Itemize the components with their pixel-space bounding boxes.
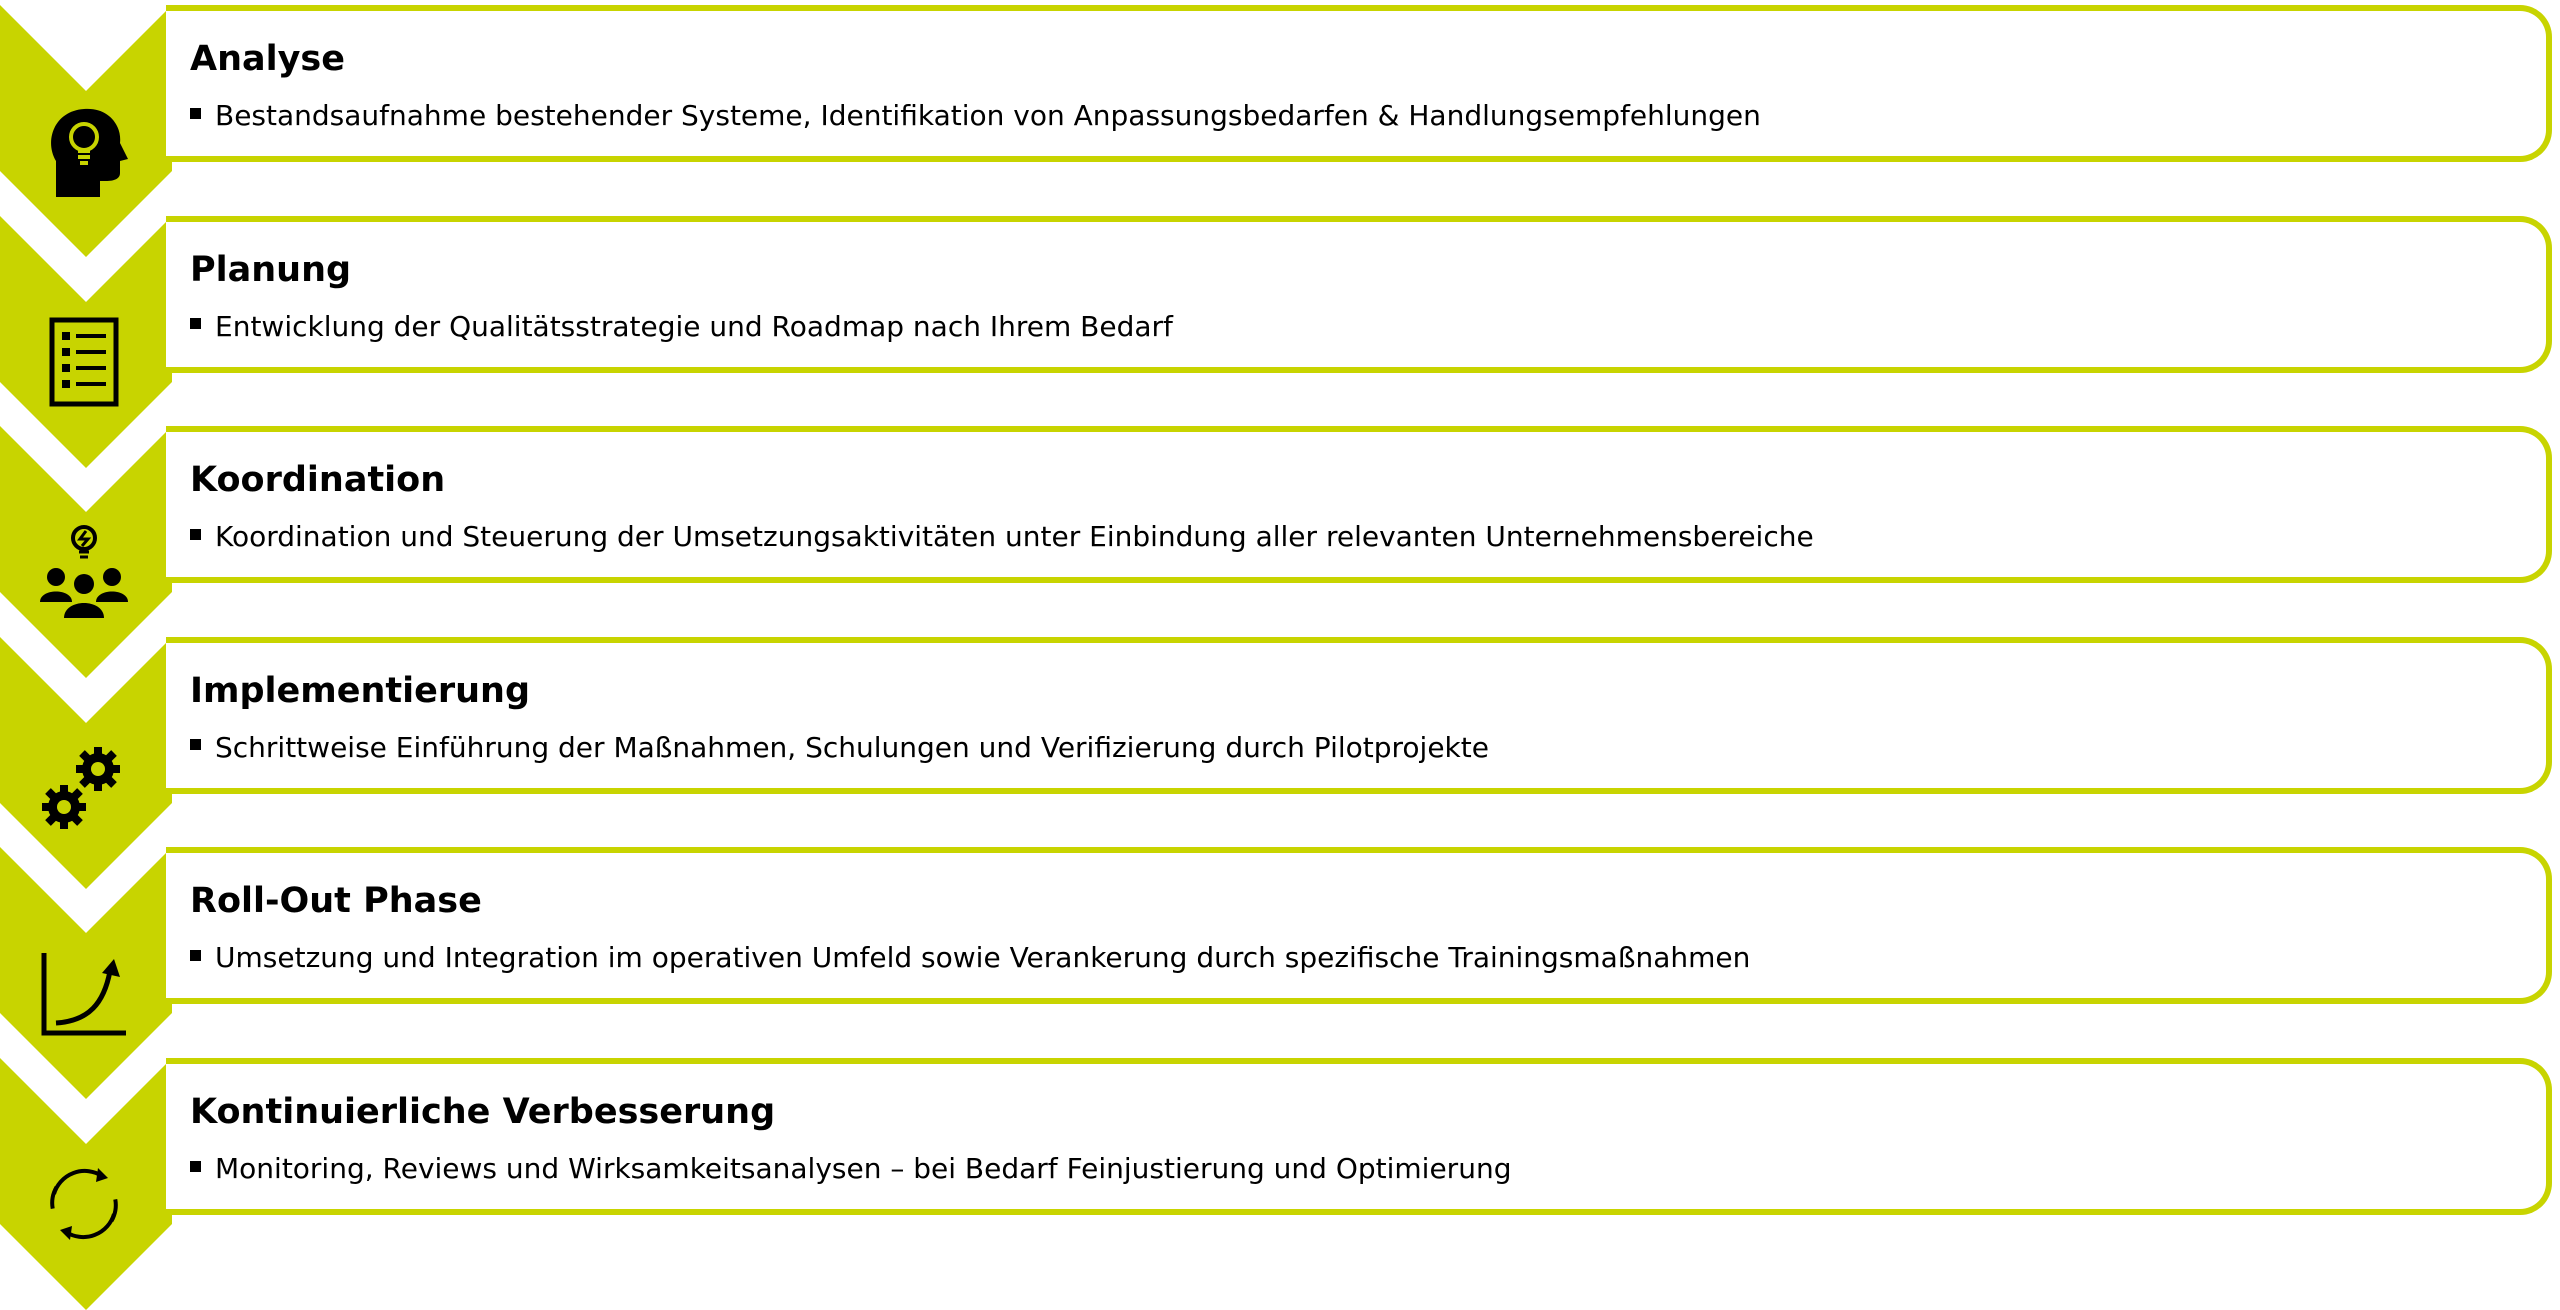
step-description bbox=[190, 941, 1750, 974]
step-title: Koordination bbox=[190, 460, 446, 501]
bullet-icon bbox=[190, 108, 201, 119]
step-title: Planung bbox=[190, 249, 352, 290]
step-description-text: Bestandsaufnahme bestehender Systeme, Identifikation von Anpassungsbedarfen & Handlungsempfehlungen bbox=[215, 99, 1761, 132]
step-description-text: Schrittweise Einführung der Maßnahmen, Schulungen und Verifizierung durch Pilotprojekte bbox=[215, 730, 1489, 764]
step-description bbox=[190, 1152, 1511, 1185]
gears-icon bbox=[34, 733, 134, 833]
step-box bbox=[166, 5, 2552, 162]
bullet-icon bbox=[190, 1161, 201, 1172]
team-idea-icon bbox=[34, 522, 134, 622]
cycle-arrows-icon bbox=[34, 1154, 134, 1254]
step-description bbox=[190, 731, 1489, 764]
checklist-icon bbox=[34, 312, 134, 412]
step-description-text: Koordination und Steuerung der Umsetzungsaktivitäten unter Einbindung aller relevanten Unternehmensbereiche bbox=[215, 520, 1814, 554]
step-title: Implementierung bbox=[190, 670, 531, 711]
step-description bbox=[190, 310, 1173, 343]
bullet-icon bbox=[190, 318, 201, 329]
step-description-text: Umsetzung und Integration im operativen Umfeld sowie Verankerung durch spezifische Trainingsmaßnahmen bbox=[215, 941, 1751, 975]
bullet-icon bbox=[190, 950, 201, 961]
growth-chart-icon bbox=[34, 943, 134, 1043]
bullet-icon bbox=[190, 529, 201, 540]
step-description bbox=[190, 99, 1761, 132]
step-description bbox=[190, 520, 1814, 553]
step-title: Roll-Out Phase bbox=[190, 881, 482, 922]
step-title: Analyse bbox=[190, 39, 346, 79]
step-description-text: Entwicklung der Qualitätsstrategie und Roadmap nach Ihrem Bedarf bbox=[215, 309, 1173, 343]
bullet-icon bbox=[190, 739, 201, 750]
step-description-text: Monitoring, Reviews und Wirksamkeitsanalysen – bei Bedarf Feinjustierung und Optimierung bbox=[215, 1152, 1512, 1185]
process-step bbox=[0, 5, 2560, 255]
head-lightbulb-icon bbox=[34, 101, 134, 201]
step-title: Kontinuierliche Verbesserung bbox=[190, 1092, 776, 1132]
